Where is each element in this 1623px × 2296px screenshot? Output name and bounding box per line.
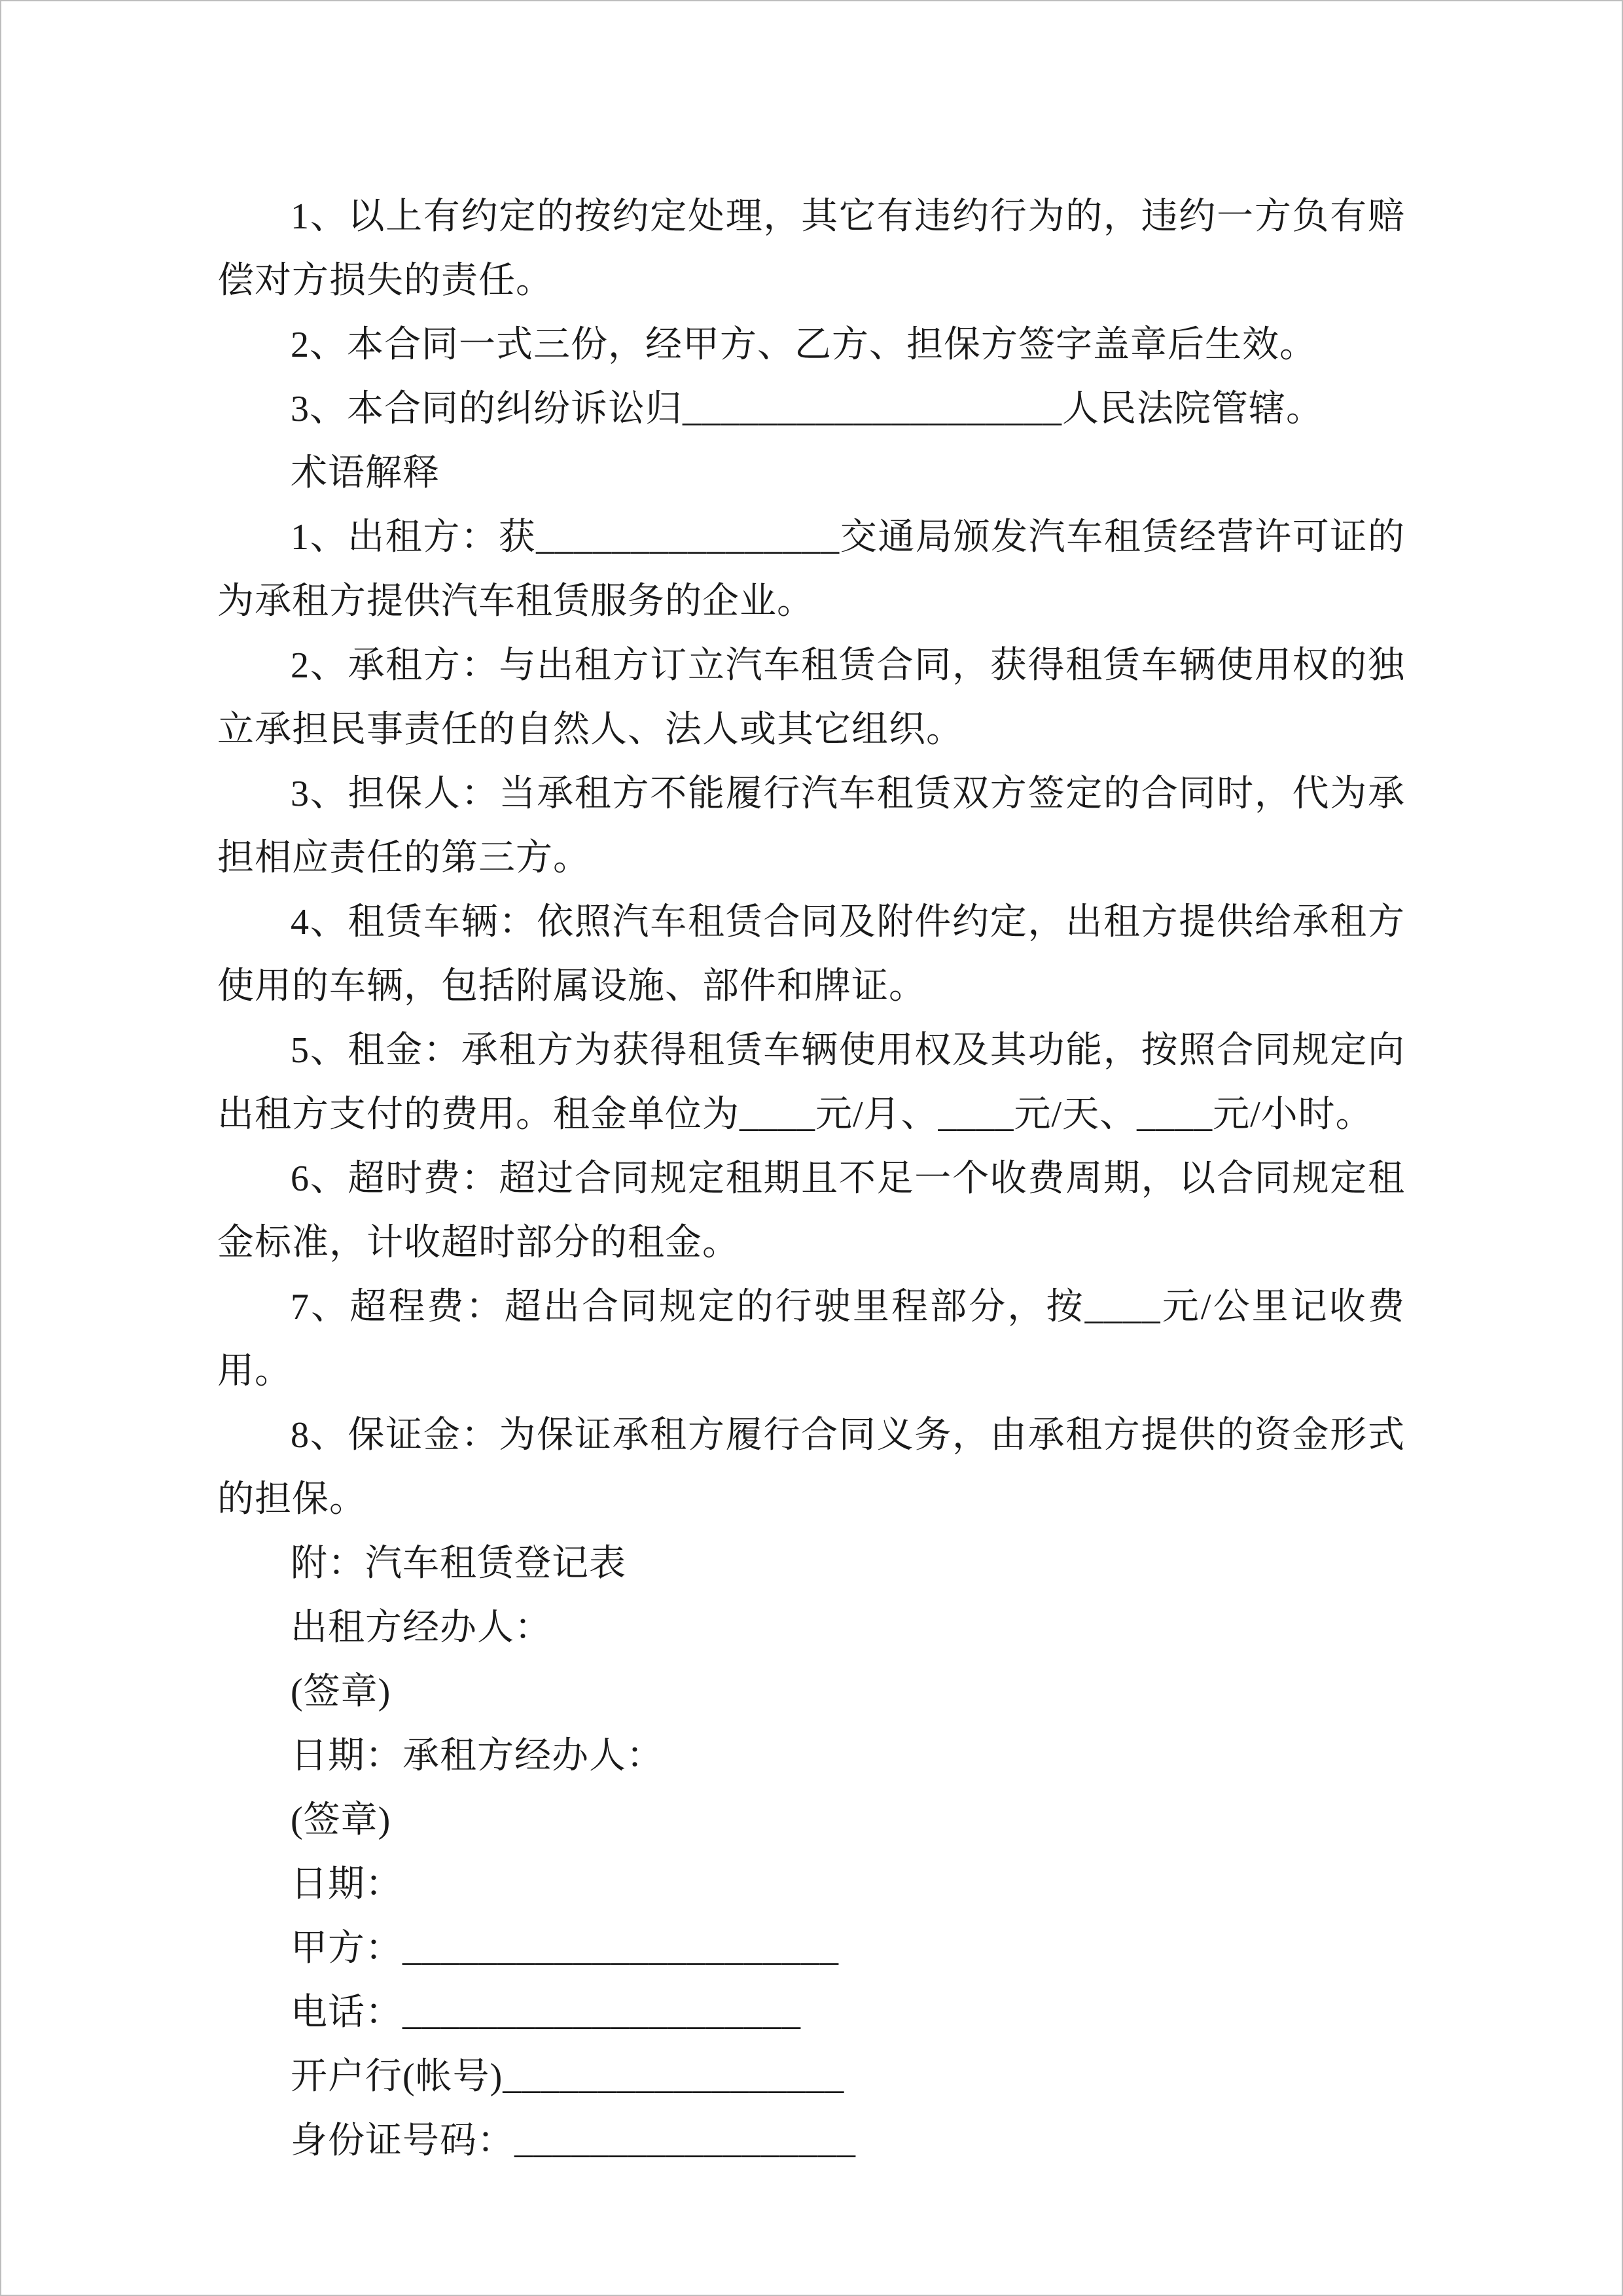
paragraph: 开户行(帐号)__________________ bbox=[291, 2056, 845, 2097]
paragraph: 出租方经办人： bbox=[291, 1607, 552, 1648]
paragraph: 术语解释 bbox=[291, 453, 440, 493]
paragraph: 3、担保人：当承租方不能履行汽车租赁双方签定的合同时，代为承担相应责任的第三方。 bbox=[217, 774, 1405, 878]
paragraph: 1、以上有约定的按约定处理，其它有违约行为的，违约一方负有赔偿对方损失的责任。 bbox=[217, 196, 1405, 301]
paragraph: 附：汽车租赁登记表 bbox=[291, 1543, 626, 1584]
paragraph: 2、承租方：与出租方订立汽车租赁合同，获得租赁车辆使用权的独立承担民事责任的自然人、法人或其它组织。 bbox=[217, 645, 1405, 750]
paragraph: 8、保证金：为保证承租方履行合同义务，由承租方提供的资金形式的担保。 bbox=[217, 1415, 1405, 1520]
paragraph: 4、租赁车辆：依照汽车租赁合同及附件约定，出租方提供给承租方使用的车辆，包括附属设施、部件和牌证。 bbox=[217, 902, 1405, 1007]
document-body bbox=[217, 185, 1405, 2173]
paragraph: 甲方：_______________________ bbox=[291, 1928, 839, 1969]
paragraph: 电话：_____________________ bbox=[291, 1992, 801, 2033]
paragraph: 1、出租方：获________________交通局颁发汽车租赁经营许可证的为承租方提供汽车租赁服务的企业。 bbox=[217, 517, 1405, 622]
paragraph: 5、租金：承租方为获得租赁车辆使用权及其功能，按照合同规定向出租方支付的费用。租金单位为____元/月、____元/天、____元/小时。 bbox=[217, 1030, 1405, 1135]
paragraph: 3、本合同的纠纷诉讼归____________________人民法院管辖。 bbox=[291, 389, 1323, 429]
paragraph: (签章) bbox=[291, 1672, 391, 1712]
paragraph: (签章) bbox=[291, 1800, 391, 1840]
paragraph: 6、超时费：超过合同规定租期且不足一个收费周期，以合同规定租金标准，计收超时部分的租金。 bbox=[217, 1158, 1405, 1263]
paragraph: 日期：承租方经办人： bbox=[291, 1736, 664, 1776]
paragraph: 2、本合同一式三份，经甲方、乙方、担保方签字盖章后生效。 bbox=[291, 325, 1317, 365]
paragraph: 7、超程费：超出合同规定的行驶里程部分，按____元/公里记收费用。 bbox=[217, 1287, 1405, 1391]
paragraph: 身份证号码：__________________ bbox=[291, 2121, 856, 2161]
paragraph: 日期： bbox=[291, 1864, 402, 1905]
